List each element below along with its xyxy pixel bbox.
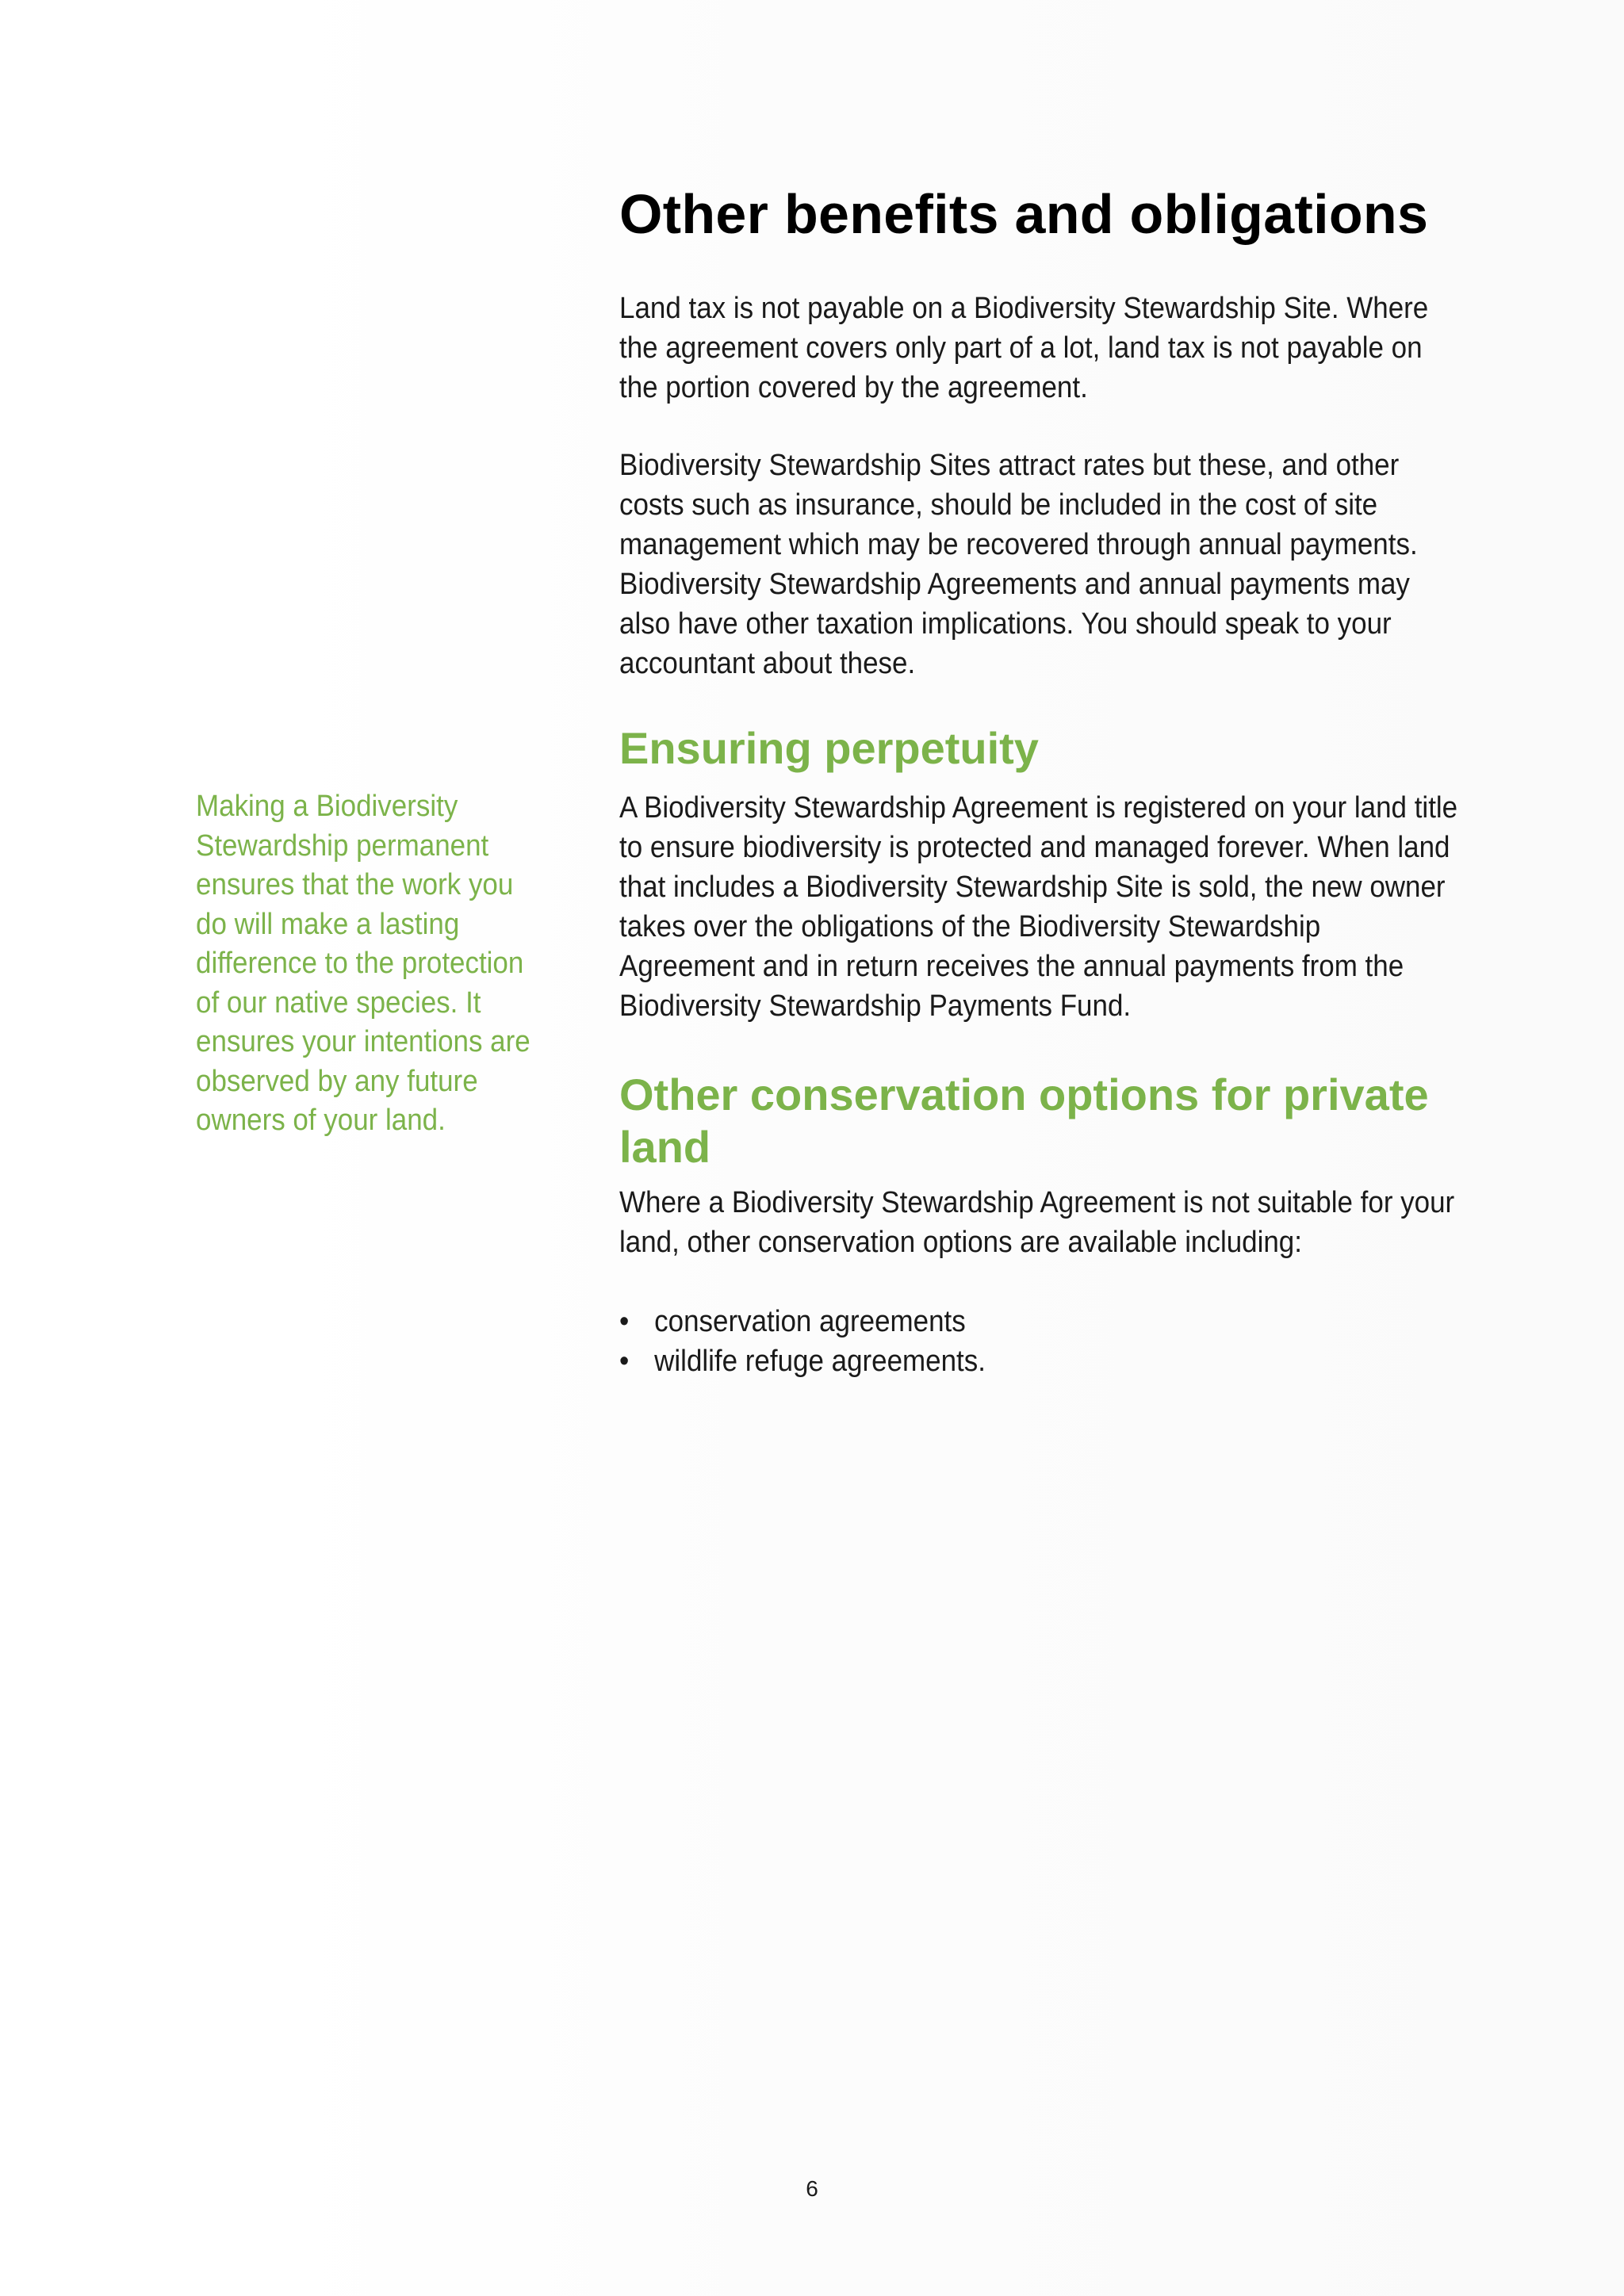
- bullet-icon: •: [619, 1345, 630, 1378]
- page-number: 6: [806, 2176, 818, 2201]
- rates-paragraph: Biodiversity Stewardship Sites attract rates but these, and other costs such as insurance, should be included in the cost of site management which may be recovered through annual payments. Biodiversity Stewardship Agreements and annual payments may also have other taxation implications. You should speak to your accountant about these.: [619, 449, 1418, 680]
- list-item-text: conservation agreements: [654, 1305, 966, 1338]
- list-item: [619, 1302, 1458, 1341]
- conservation-options-intro: Where a Biodiversity Stewardship Agreement is not suitable for your land, other conservation options are available including:: [619, 1186, 1455, 1259]
- conservation-options-heading: Other conservation options for private land: [619, 1070, 1429, 1172]
- list-item-text: wildlife refuge agreements.: [654, 1345, 986, 1378]
- sidebar-pull-quote: Making a Biodiversity Stewardship permanent ensures that the work you do will make a lasting difference to the protection of our native species. It ensures your intentions are observed by any future owners of your land.: [196, 790, 530, 1137]
- sidebar: [196, 787, 561, 1141]
- land-tax-paragraph: Land tax is not payable on a Biodiversity Stewardship Site. Where the agreement covers only part of a lot, land tax is not payable on the portion covered by the agreement.: [619, 292, 1429, 404]
- list-item: [619, 1341, 1458, 1381]
- page-title: Other benefits and obligations: [619, 183, 1429, 245]
- bullet-icon: •: [619, 1305, 630, 1338]
- perpetuity-paragraph: A Biodiversity Stewardship Agreement is registered on your land title to ensure biodiversity is protected and managed forever. When land that includes a Biodiversity Stewardship Site is sold, the new owner takes over the obligations of the Biodiversity Stewardship Agreement and in return receives the annual payments from the Biodiversity Stewardship Payments Fund.: [619, 791, 1458, 1023]
- perpetuity-heading: Ensuring perpetuity: [619, 723, 1039, 773]
- main-content: [619, 181, 1460, 1378]
- conservation-options-list: [619, 1302, 1458, 1381]
